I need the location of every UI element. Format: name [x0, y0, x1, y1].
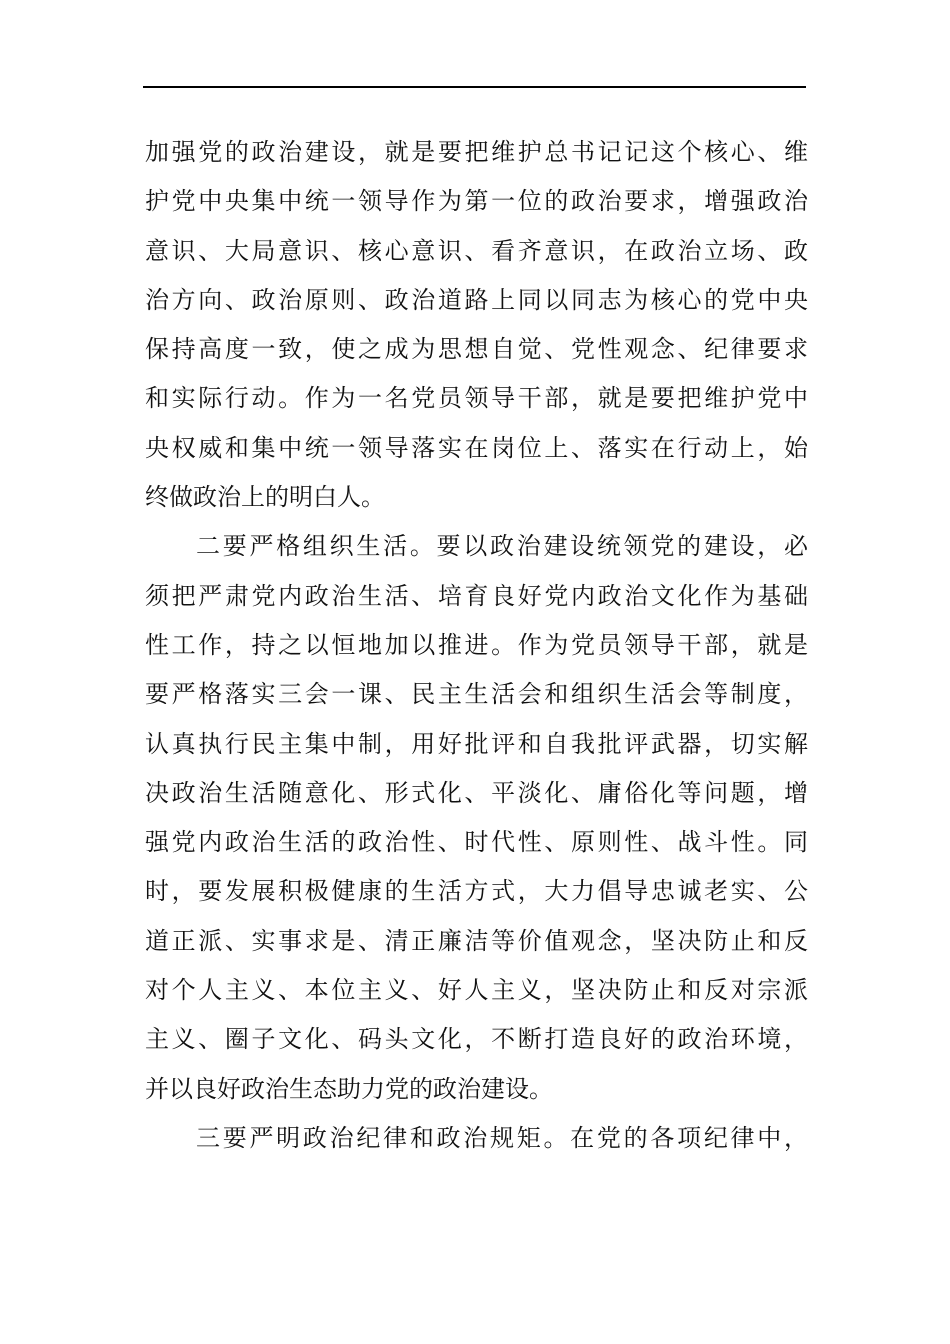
text-line: 时，要发展积极健康的生活方式，大力倡导忠诚老实、公	[145, 877, 808, 906]
text-line: 央权威和集中统一领导落实在岗位上、落实在行动上，始	[145, 433, 808, 462]
text-line: 治方向、政治原则、政治道路上同以同志为核心的党中央	[145, 285, 808, 314]
text-line: 对个人主义、本位主义、好人主义，坚决防止和反对宗派	[145, 976, 808, 1005]
text-line: 认真执行民主集中制，用好批评和自我批评武器，切实解	[145, 729, 808, 758]
text-line: 二要严格组织生活。要以政治建设统领党的建设，必	[196, 532, 808, 561]
text-line: 并以良好政治生态助力党的政治建设。	[145, 1074, 553, 1103]
body-text	[145, 128, 808, 1163]
text-line: 终做政治上的明白人。	[145, 483, 385, 512]
text-line: 性工作，持之以恒地加以推进。作为党员领导干部，就是	[145, 630, 808, 659]
text-line: 三要严明政治纪律和政治规矩。在党的各项纪律中，	[196, 1123, 808, 1152]
text-line: 和实际行动。作为一名党员领导干部，就是要把维护党中	[145, 384, 808, 413]
text-line: 护党中央集中统一领导作为第一位的政治要求，增强政治	[145, 187, 808, 216]
text-line: 决政治生活随意化、形式化、平淡化、庸俗化等问题，增	[145, 778, 808, 807]
text-line: 保持高度一致，使之成为思想自觉、党性观念、纪律要求	[145, 335, 808, 364]
text-line: 须把严肃党内政治生活、培育良好党内政治文化作为基础	[145, 581, 808, 610]
header-rule	[143, 86, 806, 88]
text-line: 强党内政治生活的政治性、时代性、原则性、战斗性。同	[145, 828, 808, 857]
text-line: 意识、大局意识、核心意识、看齐意识，在政治立场、政	[145, 236, 808, 265]
text-line: 要严格落实三会一课、民主生活会和组织生活会等制度，	[145, 680, 808, 709]
text-line: 主义、圈子文化、码头文化，不断打造良好的政治环境，	[145, 1025, 808, 1054]
text-line: 道正派、实事求是、清正廉洁等价值观念，坚决防止和反	[145, 926, 808, 955]
text-line: 加强党的政治建设，就是要把维护总书记记这个核心、维	[145, 138, 808, 166]
